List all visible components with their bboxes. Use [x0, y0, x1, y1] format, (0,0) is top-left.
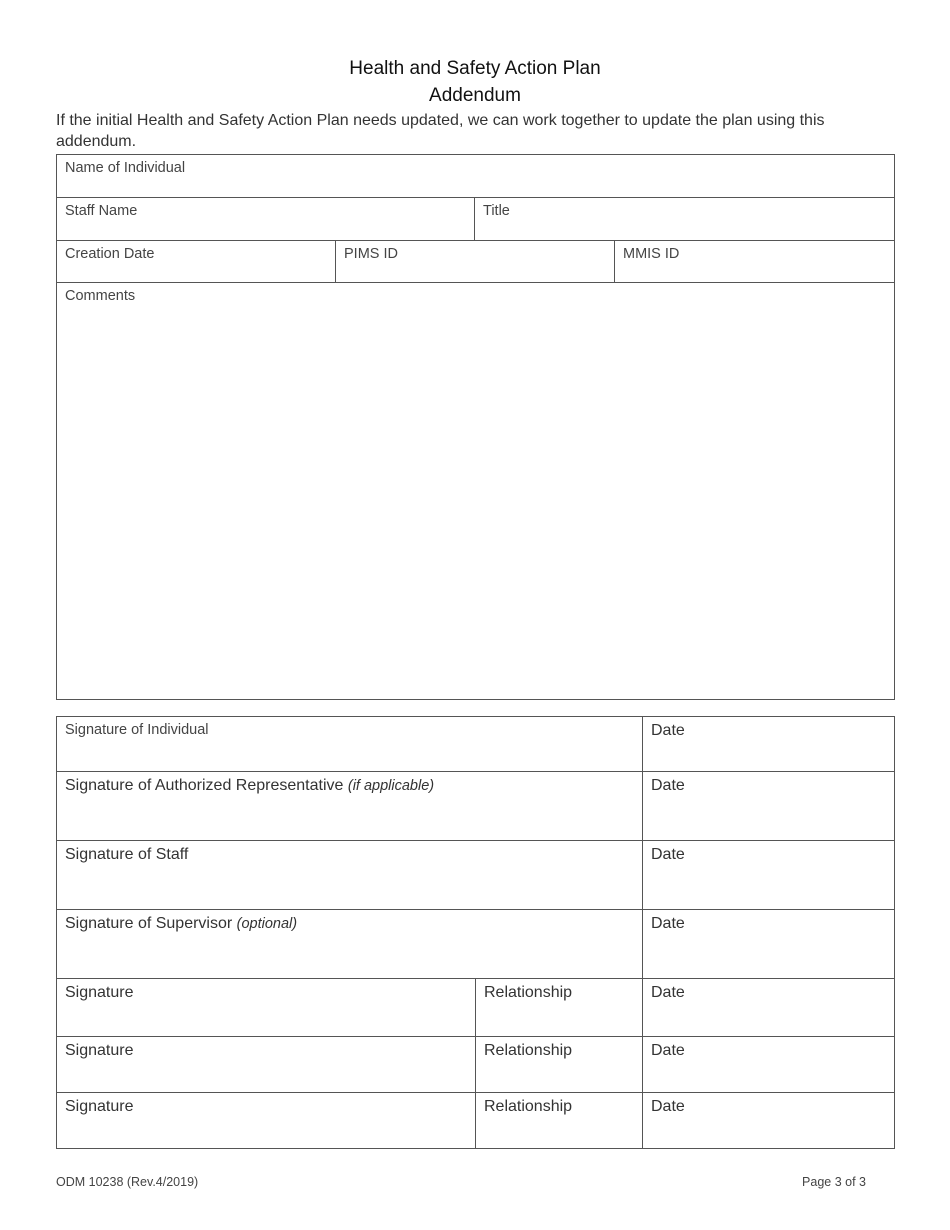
name-of-individual-label: Name of Individual — [65, 160, 186, 176]
signature-of-supervisor-label: Signature of Supervisor (optional) — [65, 915, 298, 932]
mmis-id-field[interactable] — [615, 241, 895, 283]
comments-field[interactable] — [57, 283, 895, 700]
signature-of-staff-field[interactable] — [57, 841, 643, 910]
date-label: Date — [651, 722, 685, 739]
if-applicable-note: (if applicable) — [347, 778, 435, 794]
staff-name-field[interactable] — [57, 198, 475, 241]
creation-date-label: Creation Date — [65, 246, 155, 262]
date-label: Date — [651, 1098, 685, 1115]
signature-label: Signature — [65, 984, 134, 1001]
individual-info-table — [56, 154, 895, 700]
page-number: Page 3 of 3 — [802, 1175, 866, 1189]
intro-text: If the initial Health and Safety Action Plan needs updated, we can work together to update the plan using this addendum. — [56, 112, 825, 150]
creation-date-field[interactable] — [57, 241, 336, 283]
date-label: Date — [651, 1042, 685, 1059]
relationship-label: Relationship — [484, 984, 573, 1001]
signature-of-staff-label: Signature of Staff — [65, 846, 189, 863]
pims-id-label: PIMS ID — [344, 246, 398, 262]
date-label: Date — [651, 846, 685, 863]
title-field[interactable] — [475, 198, 895, 241]
date-field[interactable] — [643, 772, 895, 841]
signature-field[interactable] — [57, 1037, 476, 1093]
relationship-field[interactable] — [476, 1093, 643, 1149]
signature-of-supervisor-field[interactable] — [57, 910, 643, 979]
date-field[interactable] — [643, 1037, 895, 1093]
date-label: Date — [651, 777, 685, 794]
date-field[interactable] — [643, 717, 895, 772]
date-field[interactable] — [643, 841, 895, 910]
signature-field[interactable] — [57, 1093, 476, 1149]
staff-name-label: Staff Name — [65, 203, 138, 219]
date-field[interactable] — [643, 910, 895, 979]
date-label: Date — [651, 915, 685, 932]
signature-of-authorized-rep-label: Signature of Authorized Representative (if applicable) — [65, 777, 435, 794]
signature-of-individual-field[interactable] — [57, 717, 643, 772]
optional-note: (optional) — [236, 916, 298, 932]
signature-label: Signature — [65, 1098, 134, 1115]
comments-label: Comments — [65, 288, 136, 304]
name-of-individual-field[interactable] — [57, 155, 895, 198]
page-title: Health and Safety Action Plan — [349, 58, 601, 79]
relationship-label: Relationship — [484, 1098, 573, 1115]
relationship-field[interactable] — [476, 1037, 643, 1093]
signature-label: Signature — [65, 1042, 134, 1059]
signature-table — [56, 716, 895, 1149]
date-label: Date — [651, 984, 685, 1001]
signature-field[interactable] — [57, 979, 476, 1037]
page-subtitle: Addendum — [429, 85, 521, 106]
relationship-label: Relationship — [484, 1042, 573, 1059]
pims-id-field[interactable] — [336, 241, 615, 283]
signature-of-authorized-rep-field[interactable] — [57, 772, 643, 841]
date-field[interactable] — [643, 1093, 895, 1149]
form-number: ODM 10238 (Rev.4/2019) — [56, 1175, 199, 1189]
date-field[interactable] — [643, 979, 895, 1037]
relationship-field[interactable] — [476, 979, 643, 1037]
title-label: Title — [483, 203, 510, 219]
signature-of-individual-label: Signature of Individual — [65, 722, 209, 738]
mmis-id-label: MMIS ID — [623, 246, 680, 262]
